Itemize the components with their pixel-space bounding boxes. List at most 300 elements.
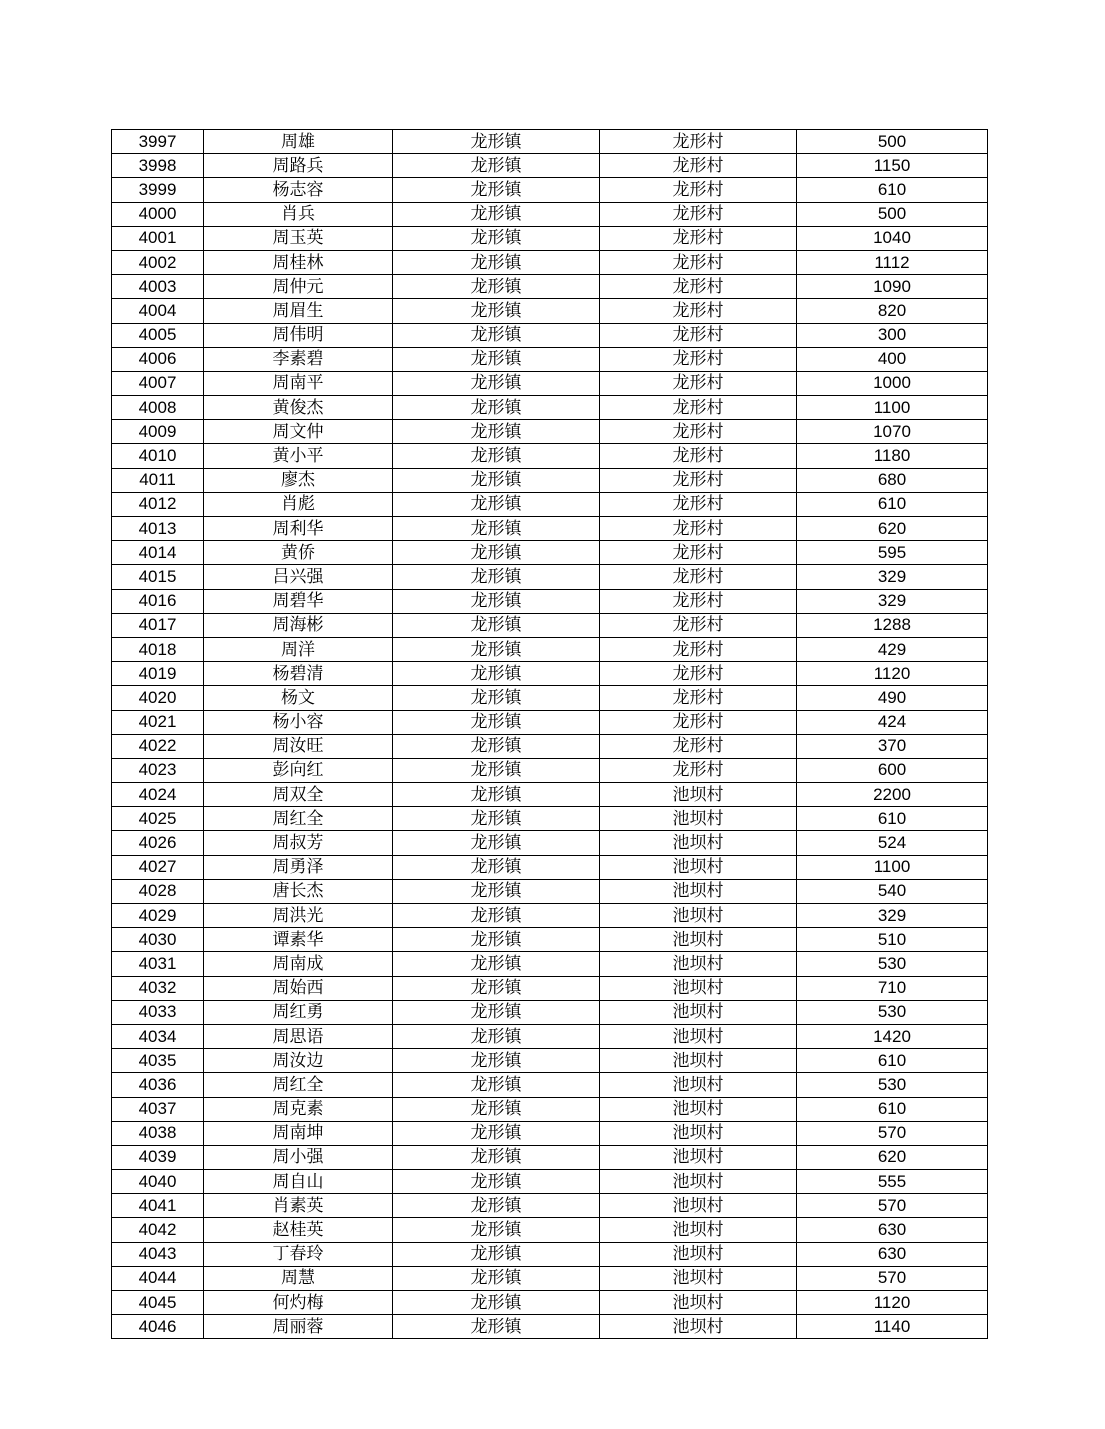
cell-name: 周碧华: [204, 589, 393, 613]
table-row: [112, 928, 988, 952]
table-row: [112, 1194, 988, 1218]
cell-id: 4042: [112, 1218, 204, 1242]
cell-name: 杨碧清: [204, 662, 393, 686]
cell-name: 周路兵: [204, 154, 393, 178]
table-row: [112, 589, 988, 613]
cell-id: 4002: [112, 250, 204, 274]
cell-amount: 1040: [797, 226, 988, 250]
cell-amount: 500: [797, 130, 988, 154]
table-row: [112, 1315, 988, 1339]
cell-amount: 530: [797, 1000, 988, 1024]
table-row: [112, 226, 988, 250]
cell-village: 龙形村: [600, 541, 797, 565]
cell-id: 4023: [112, 758, 204, 782]
cell-id: 4024: [112, 783, 204, 807]
cell-village: 池坝村: [600, 928, 797, 952]
table-row: [112, 275, 988, 299]
cell-amount: 490: [797, 686, 988, 710]
table-row: [112, 323, 988, 347]
cell-name: 周眉生: [204, 299, 393, 323]
cell-town: 龙形镇: [393, 1024, 600, 1048]
table-row: [112, 613, 988, 637]
cell-town: 龙形镇: [393, 1194, 600, 1218]
cell-name: 吕兴强: [204, 565, 393, 589]
cell-village: 池坝村: [600, 1315, 797, 1339]
cell-name: 周桂林: [204, 250, 393, 274]
document-page: [111, 129, 988, 1339]
cell-village: 池坝村: [600, 855, 797, 879]
table-row: [112, 1121, 988, 1145]
cell-amount: 555: [797, 1170, 988, 1194]
cell-amount: 329: [797, 565, 988, 589]
cell-name: 李素碧: [204, 347, 393, 371]
cell-id: 4019: [112, 662, 204, 686]
table-row: [112, 1266, 988, 1290]
cell-amount: 540: [797, 879, 988, 903]
cell-name: 赵桂英: [204, 1218, 393, 1242]
cell-id: 4015: [112, 565, 204, 589]
table-row: [112, 855, 988, 879]
cell-id: 4034: [112, 1024, 204, 1048]
table-row: [112, 492, 988, 516]
cell-amount: 1090: [797, 275, 988, 299]
cell-town: 龙形镇: [393, 517, 600, 541]
cell-village: 龙形村: [600, 130, 797, 154]
cell-id: 4032: [112, 976, 204, 1000]
cell-amount: 1070: [797, 420, 988, 444]
cell-id: 3998: [112, 154, 204, 178]
cell-village: 龙形村: [600, 686, 797, 710]
cell-town: 龙形镇: [393, 1073, 600, 1097]
cell-village: 龙形村: [600, 662, 797, 686]
cell-id: 4007: [112, 371, 204, 395]
table-row: [112, 662, 988, 686]
cell-name: 周南坤: [204, 1121, 393, 1145]
cell-amount: 300: [797, 323, 988, 347]
cell-village: 池坝村: [600, 1049, 797, 1073]
cell-id: 4037: [112, 1097, 204, 1121]
cell-town: 龙形镇: [393, 734, 600, 758]
cell-town: 龙形镇: [393, 686, 600, 710]
cell-name: 周自山: [204, 1170, 393, 1194]
cell-name: 肖兵: [204, 202, 393, 226]
roster-table: [111, 129, 988, 1339]
cell-village: 龙形村: [600, 371, 797, 395]
cell-name: 周洪光: [204, 904, 393, 928]
cell-amount: 1180: [797, 444, 988, 468]
cell-town: 龙形镇: [393, 1291, 600, 1315]
cell-village: 龙形村: [600, 420, 797, 444]
cell-village: 池坝村: [600, 807, 797, 831]
table-row: [112, 202, 988, 226]
table-row: [112, 468, 988, 492]
table-row: [112, 783, 988, 807]
cell-name: 唐长杰: [204, 879, 393, 903]
cell-id: 4025: [112, 807, 204, 831]
cell-village: 龙形村: [600, 613, 797, 637]
cell-village: 池坝村: [600, 783, 797, 807]
cell-name: 周雄: [204, 130, 393, 154]
table-row: [112, 396, 988, 420]
cell-village: 池坝村: [600, 831, 797, 855]
cell-name: 周思语: [204, 1024, 393, 1048]
cell-village: 池坝村: [600, 1024, 797, 1048]
cell-town: 龙形镇: [393, 1121, 600, 1145]
cell-town: 龙形镇: [393, 928, 600, 952]
cell-id: 3997: [112, 130, 204, 154]
cell-amount: 2200: [797, 783, 988, 807]
cell-town: 龙形镇: [393, 1097, 600, 1121]
cell-town: 龙形镇: [393, 637, 600, 661]
cell-town: 龙形镇: [393, 347, 600, 371]
cell-name: 周勇泽: [204, 855, 393, 879]
cell-town: 龙形镇: [393, 807, 600, 831]
cell-village: 龙形村: [600, 154, 797, 178]
cell-village: 池坝村: [600, 1145, 797, 1169]
cell-name: 杨小容: [204, 710, 393, 734]
cell-id: 4010: [112, 444, 204, 468]
table-row: [112, 1024, 988, 1048]
cell-amount: 630: [797, 1242, 988, 1266]
table-row: [112, 1000, 988, 1024]
cell-village: 龙形村: [600, 637, 797, 661]
cell-town: 龙形镇: [393, 1242, 600, 1266]
cell-id: 4012: [112, 492, 204, 516]
cell-town: 龙形镇: [393, 299, 600, 323]
cell-id: 4014: [112, 541, 204, 565]
cell-town: 龙形镇: [393, 275, 600, 299]
table-row: [112, 154, 988, 178]
cell-id: 4031: [112, 952, 204, 976]
cell-name: 黄小平: [204, 444, 393, 468]
cell-town: 龙形镇: [393, 662, 600, 686]
cell-amount: 500: [797, 202, 988, 226]
cell-town: 龙形镇: [393, 541, 600, 565]
cell-village: 池坝村: [600, 1218, 797, 1242]
cell-town: 龙形镇: [393, 976, 600, 1000]
table-row: [112, 734, 988, 758]
cell-town: 龙形镇: [393, 468, 600, 492]
cell-name: 周克素: [204, 1097, 393, 1121]
cell-id: 4043: [112, 1242, 204, 1266]
cell-village: 龙形村: [600, 396, 797, 420]
table-row: [112, 299, 988, 323]
cell-id: 4026: [112, 831, 204, 855]
cell-village: 龙形村: [600, 250, 797, 274]
table-row: [112, 1242, 988, 1266]
table-row: [112, 250, 988, 274]
cell-amount: 1100: [797, 396, 988, 420]
cell-id: 4008: [112, 396, 204, 420]
cell-amount: 510: [797, 928, 988, 952]
cell-amount: 370: [797, 734, 988, 758]
cell-name: 周文仲: [204, 420, 393, 444]
cell-village: 龙形村: [600, 468, 797, 492]
table-row: [112, 758, 988, 782]
cell-amount: 1000: [797, 371, 988, 395]
cell-amount: 1120: [797, 662, 988, 686]
cell-amount: 1120: [797, 1291, 988, 1315]
cell-id: 4046: [112, 1315, 204, 1339]
table-row: [112, 565, 988, 589]
cell-amount: 424: [797, 710, 988, 734]
cell-name: 周玉英: [204, 226, 393, 250]
table-row: [112, 1073, 988, 1097]
cell-amount: 610: [797, 1049, 988, 1073]
cell-amount: 1140: [797, 1315, 988, 1339]
cell-name: 周慧: [204, 1266, 393, 1290]
cell-town: 龙形镇: [393, 783, 600, 807]
cell-village: 龙形村: [600, 492, 797, 516]
cell-village: 池坝村: [600, 976, 797, 1000]
cell-id: 4013: [112, 517, 204, 541]
cell-id: 4029: [112, 904, 204, 928]
cell-amount: 530: [797, 952, 988, 976]
cell-id: 4022: [112, 734, 204, 758]
table-row: [112, 952, 988, 976]
cell-village: 龙形村: [600, 710, 797, 734]
cell-town: 龙形镇: [393, 226, 600, 250]
cell-town: 龙形镇: [393, 444, 600, 468]
cell-amount: 1420: [797, 1024, 988, 1048]
cell-village: 龙形村: [600, 734, 797, 758]
cell-id: 4000: [112, 202, 204, 226]
cell-name: 周红全: [204, 807, 393, 831]
cell-id: 4004: [112, 299, 204, 323]
cell-id: 4021: [112, 710, 204, 734]
cell-id: 4040: [112, 1170, 204, 1194]
cell-village: 龙形村: [600, 299, 797, 323]
cell-name: 周双全: [204, 783, 393, 807]
table-row: [112, 976, 988, 1000]
cell-name: 周叔芳: [204, 831, 393, 855]
cell-amount: 1100: [797, 855, 988, 879]
cell-id: 4045: [112, 1291, 204, 1315]
cell-name: 彭向红: [204, 758, 393, 782]
cell-town: 龙形镇: [393, 1218, 600, 1242]
cell-id: 4009: [112, 420, 204, 444]
table-row: [112, 1218, 988, 1242]
table-row: [112, 831, 988, 855]
cell-village: 池坝村: [600, 1266, 797, 1290]
cell-town: 龙形镇: [393, 904, 600, 928]
cell-town: 龙形镇: [393, 952, 600, 976]
cell-id: 4020: [112, 686, 204, 710]
cell-amount: 610: [797, 1097, 988, 1121]
cell-village: 龙形村: [600, 178, 797, 202]
cell-town: 龙形镇: [393, 178, 600, 202]
cell-name: 周丽蓉: [204, 1315, 393, 1339]
cell-id: 4006: [112, 347, 204, 371]
cell-id: 4039: [112, 1145, 204, 1169]
cell-amount: 570: [797, 1121, 988, 1145]
table-row: [112, 178, 988, 202]
table-row: [112, 904, 988, 928]
cell-name: 黄侨: [204, 541, 393, 565]
cell-amount: 610: [797, 807, 988, 831]
cell-id: 4001: [112, 226, 204, 250]
table-row: [112, 1049, 988, 1073]
cell-town: 龙形镇: [393, 1266, 600, 1290]
cell-id: 4018: [112, 637, 204, 661]
cell-village: 龙形村: [600, 323, 797, 347]
table-row: [112, 444, 988, 468]
cell-id: 4036: [112, 1073, 204, 1097]
cell-amount: 429: [797, 637, 988, 661]
cell-town: 龙形镇: [393, 879, 600, 903]
cell-amount: 610: [797, 178, 988, 202]
cell-village: 龙形村: [600, 444, 797, 468]
cell-town: 龙形镇: [393, 371, 600, 395]
cell-amount: 600: [797, 758, 988, 782]
cell-name: 周始西: [204, 976, 393, 1000]
cell-town: 龙形镇: [393, 613, 600, 637]
cell-name: 何灼梅: [204, 1291, 393, 1315]
cell-town: 龙形镇: [393, 420, 600, 444]
cell-id: 3999: [112, 178, 204, 202]
cell-name: 周南平: [204, 371, 393, 395]
cell-name: 杨志容: [204, 178, 393, 202]
cell-name: 杨文: [204, 686, 393, 710]
cell-town: 龙形镇: [393, 323, 600, 347]
table-row: [112, 347, 988, 371]
cell-id: 4011: [112, 468, 204, 492]
cell-village: 池坝村: [600, 952, 797, 976]
cell-town: 龙形镇: [393, 565, 600, 589]
cell-name: 肖素英: [204, 1194, 393, 1218]
cell-village: 池坝村: [600, 1291, 797, 1315]
cell-id: 4017: [112, 613, 204, 637]
cell-village: 池坝村: [600, 1121, 797, 1145]
cell-town: 龙形镇: [393, 492, 600, 516]
cell-town: 龙形镇: [393, 1049, 600, 1073]
cell-name: 周小强: [204, 1145, 393, 1169]
cell-amount: 820: [797, 299, 988, 323]
cell-village: 龙形村: [600, 202, 797, 226]
cell-village: 龙形村: [600, 226, 797, 250]
cell-amount: 400: [797, 347, 988, 371]
cell-amount: 530: [797, 1073, 988, 1097]
cell-village: 池坝村: [600, 1242, 797, 1266]
cell-name: 肖彪: [204, 492, 393, 516]
cell-id: 4028: [112, 879, 204, 903]
cell-village: 龙形村: [600, 589, 797, 613]
cell-town: 龙形镇: [393, 1000, 600, 1024]
table-row: [112, 1170, 988, 1194]
cell-amount: 524: [797, 831, 988, 855]
table-row: [112, 710, 988, 734]
cell-name: 谭素华: [204, 928, 393, 952]
cell-name: 周南成: [204, 952, 393, 976]
table-row: [112, 637, 988, 661]
roster-table-body: [112, 130, 988, 1339]
cell-amount: 630: [797, 1218, 988, 1242]
cell-town: 龙形镇: [393, 758, 600, 782]
cell-amount: 570: [797, 1266, 988, 1290]
cell-id: 4016: [112, 589, 204, 613]
cell-village: 池坝村: [600, 1097, 797, 1121]
cell-amount: 570: [797, 1194, 988, 1218]
cell-village: 池坝村: [600, 1170, 797, 1194]
cell-amount: 1112: [797, 250, 988, 274]
cell-village: 龙形村: [600, 517, 797, 541]
cell-village: 龙形村: [600, 758, 797, 782]
cell-name: 周仲元: [204, 275, 393, 299]
cell-name: 周汝边: [204, 1049, 393, 1073]
cell-village: 龙形村: [600, 275, 797, 299]
cell-village: 池坝村: [600, 904, 797, 928]
cell-amount: 1288: [797, 613, 988, 637]
table-row: [112, 420, 988, 444]
cell-town: 龙形镇: [393, 250, 600, 274]
table-row: [112, 807, 988, 831]
cell-amount: 329: [797, 904, 988, 928]
cell-amount: 710: [797, 976, 988, 1000]
cell-town: 龙形镇: [393, 831, 600, 855]
cell-amount: 620: [797, 517, 988, 541]
cell-id: 4030: [112, 928, 204, 952]
table-row: [112, 1145, 988, 1169]
cell-amount: 680: [797, 468, 988, 492]
table-row: [112, 517, 988, 541]
cell-id: 4035: [112, 1049, 204, 1073]
cell-town: 龙形镇: [393, 855, 600, 879]
cell-amount: 1150: [797, 154, 988, 178]
table-row: [112, 686, 988, 710]
cell-name: 周汝旺: [204, 734, 393, 758]
cell-village: 龙形村: [600, 347, 797, 371]
cell-town: 龙形镇: [393, 396, 600, 420]
cell-amount: 620: [797, 1145, 988, 1169]
cell-amount: 329: [797, 589, 988, 613]
cell-town: 龙形镇: [393, 1170, 600, 1194]
cell-amount: 610: [797, 492, 988, 516]
cell-village: 龙形村: [600, 565, 797, 589]
cell-town: 龙形镇: [393, 1145, 600, 1169]
cell-town: 龙形镇: [393, 202, 600, 226]
cell-id: 4044: [112, 1266, 204, 1290]
cell-name: 周红全: [204, 1073, 393, 1097]
cell-name: 周洋: [204, 637, 393, 661]
cell-id: 4003: [112, 275, 204, 299]
cell-village: 池坝村: [600, 1073, 797, 1097]
cell-id: 4027: [112, 855, 204, 879]
cell-town: 龙形镇: [393, 710, 600, 734]
table-row: [112, 541, 988, 565]
table-row: [112, 130, 988, 154]
cell-name: 周利华: [204, 517, 393, 541]
cell-town: 龙形镇: [393, 589, 600, 613]
cell-village: 池坝村: [600, 1194, 797, 1218]
cell-name: 周海彬: [204, 613, 393, 637]
cell-id: 4038: [112, 1121, 204, 1145]
cell-id: 4041: [112, 1194, 204, 1218]
cell-id: 4033: [112, 1000, 204, 1024]
cell-village: 池坝村: [600, 1000, 797, 1024]
cell-name: 廖杰: [204, 468, 393, 492]
table-row: [112, 879, 988, 903]
table-row: [112, 1097, 988, 1121]
cell-town: 龙形镇: [393, 130, 600, 154]
cell-town: 龙形镇: [393, 154, 600, 178]
cell-name: 周红勇: [204, 1000, 393, 1024]
cell-village: 池坝村: [600, 879, 797, 903]
table-row: [112, 371, 988, 395]
cell-amount: 595: [797, 541, 988, 565]
cell-town: 龙形镇: [393, 1315, 600, 1339]
cell-name: 周伟明: [204, 323, 393, 347]
cell-name: 黄俊杰: [204, 396, 393, 420]
